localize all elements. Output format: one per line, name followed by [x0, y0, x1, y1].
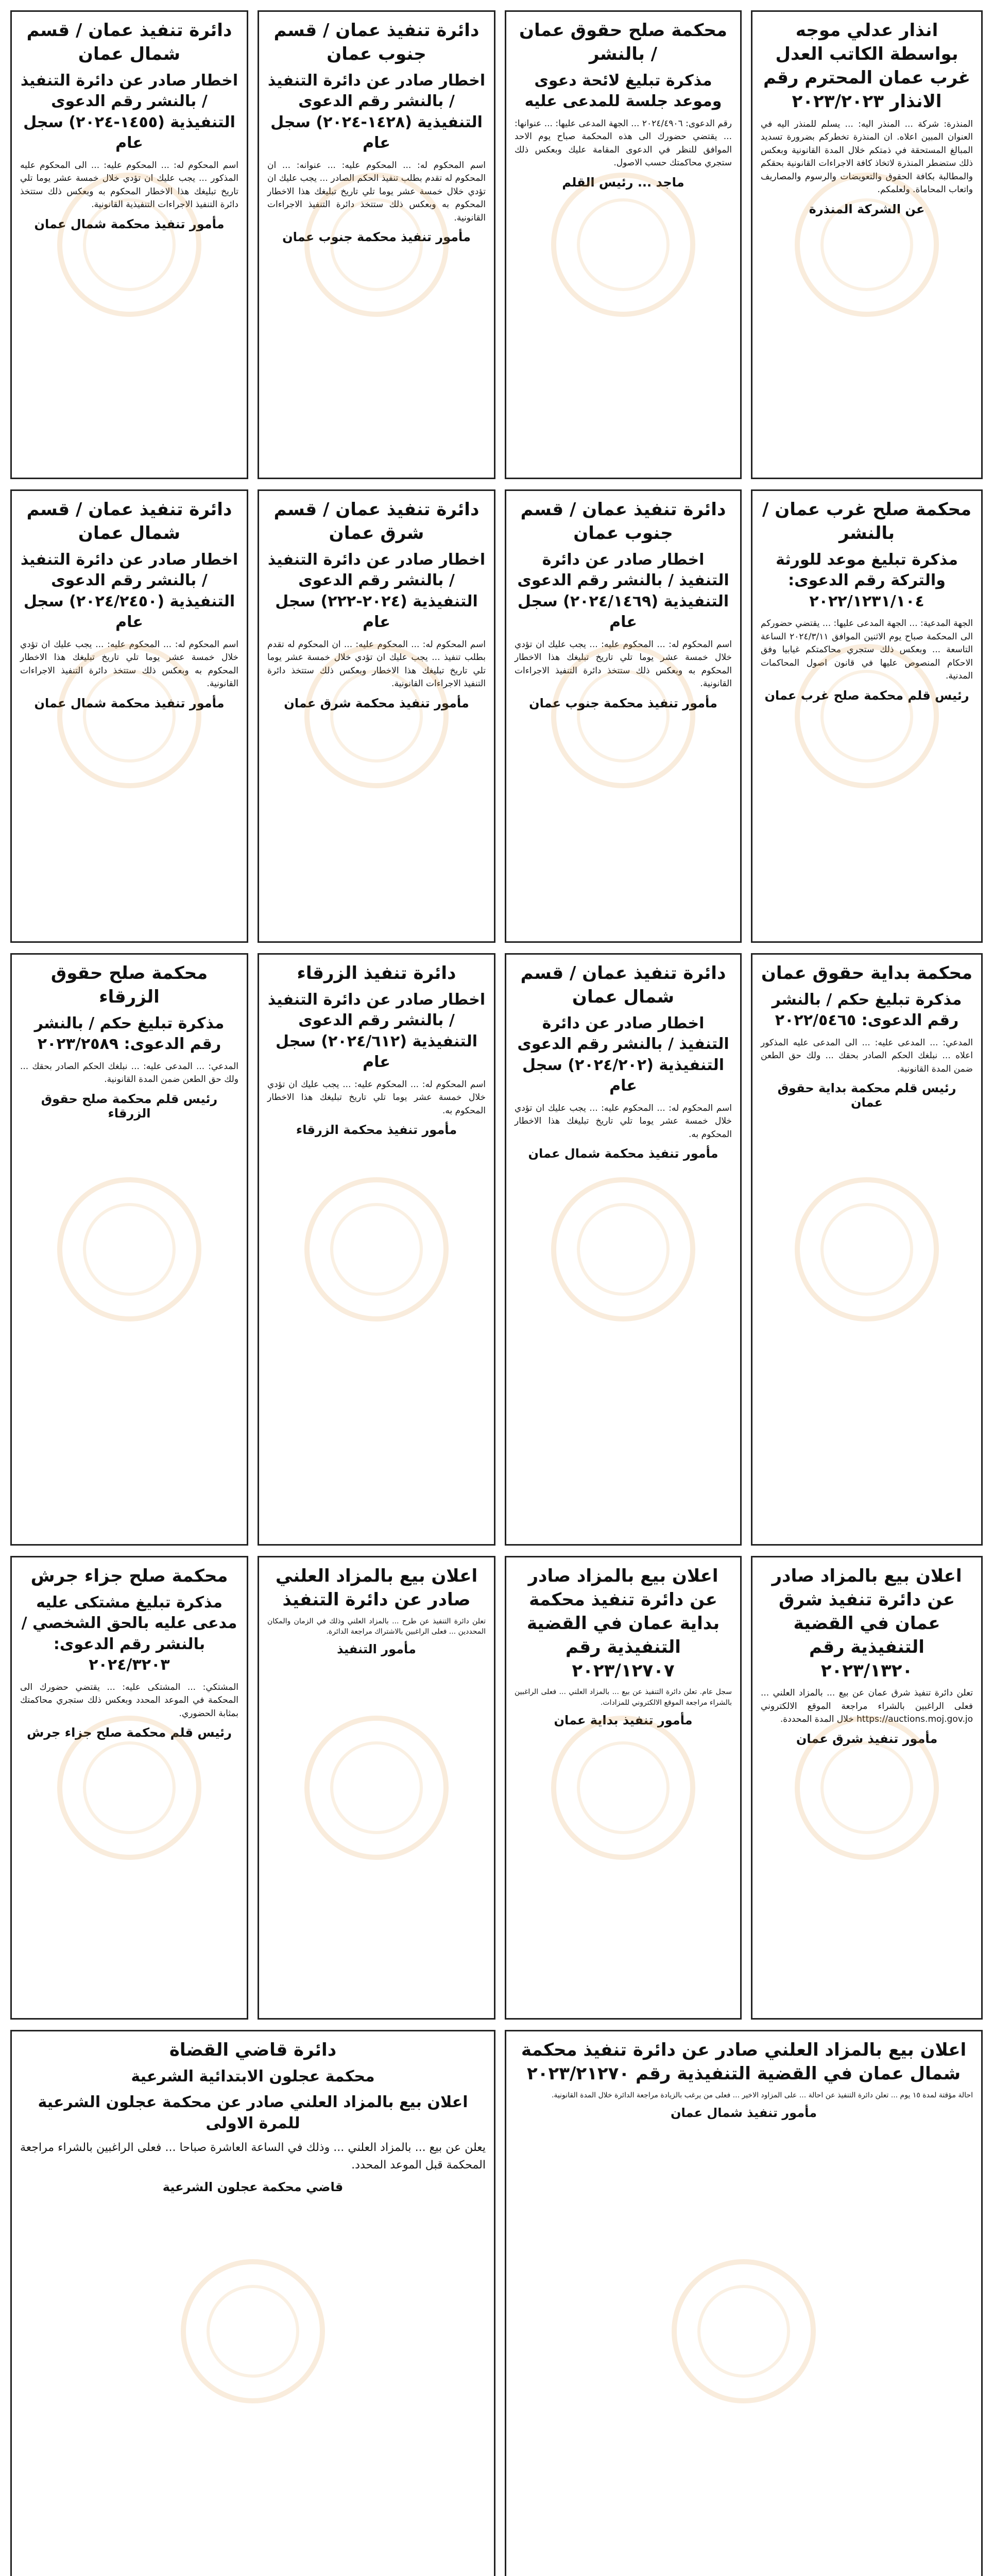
notice-title: دائرة تنفيذ عمان / قسم شرق عمان [273, 499, 480, 544]
notice-title: محكمة بداية حقوق عمان [761, 963, 973, 984]
notice-signature: مأمور تنفيذ محكمة شرق عمان [284, 696, 469, 710]
notice-subtitle: مذكرة تبليغ لائحة دعوى وموعد جلسة للمدعى عليه [524, 71, 722, 111]
notice-body: المدعي: ... المدعى عليه: ... نبلغك الحكم الصادر بحقك ... ولك حق الطعن ضمن المدة القانونية. [17, 1061, 238, 1085]
notice-18 [10, 2030, 495, 2576]
notice-15 [258, 1556, 495, 2020]
notice-signature: مأمور تنفيذ محكمة جنوب عمان [282, 230, 471, 245]
notice-title: دائرة تنفيذ عمان / قسم شمال عمان [26, 499, 232, 544]
notice-subtitle: اخطار صادر عن دائرة التنفيذ / بالنشر رقم الدعوى التنفيذية (٢٠٢٤/٦١٢) سجل عام [267, 990, 486, 1072]
notice-signature: مأمور تنفيذ محكمة جنوب عمان [529, 696, 717, 710]
notice-body: احالة مؤقتة لمدة ١٥ يوم ... تعلن دائرة التنفيذ عن احالة ... على المزاود الاخير ... فعلى من يرغب بالزيادة مراجعة الدائرة خلال المدة القانونية. [551, 2091, 973, 2099]
notice-body: اسم المحكوم له: ... المحكوم عليه: ... يجب عليك ان تؤدي خلال خمسة عشر يوما تلي تاريخ تبليغك هذا الاخطار المحكوم به. [511, 1103, 732, 1140]
notice-16 [10, 1556, 248, 2020]
notice-subtitle: اخطار صادر عن دائرة التنفيذ / بالنشر رقم الدعوى التنفيذية (٢٠٢٤/٢٠٢) سجل عام [517, 1014, 729, 1095]
notice-body: اسم المحكوم له: ... المحكوم عليه: ... يجب عليك ان تؤدي خلال خمسة عشر يوما تلي تاريخ تبليغك هذا الاخطار المحكوم به. [264, 1079, 486, 1116]
notice-signature: مأمور تنفيذ شرق عمان [796, 1731, 938, 1746]
notice-body: اسم المحكوم له: ... المحكوم عليه: ... يجب عليك ان تؤدي خلال خمسة عشر يوما تلي تاريخ تبليغك هذا الاخطار المحكوم به وبعكس ذلك ستتخذ دائرة التنفيذ الاجراءات القانونية. [511, 639, 732, 689]
notice-title: دائرة تنفيذ عمان / قسم جنوب عمان [520, 499, 726, 544]
notice-signature: رئيس قلم محكمة صلح غرب عمان [764, 688, 969, 703]
notice-8 [10, 489, 248, 943]
notice-17 [505, 2030, 983, 2576]
notice-6 [505, 489, 742, 943]
notice-subtitle: اخطار صادر عن دائرة التنفيذ / بالنشر رقم الدعوى التنفيذية (١٤٥٥-٢٠٢٤) سجل عام [20, 71, 238, 152]
notice-title: دائرة قاضي القضاة [169, 2040, 337, 2060]
notice-subtitle: اخطار صادر عن دائرة التنفيذ / بالنشر رقم الدعوى التنفيذية (٢٠٢٤-٢٢٢) سجل عام [267, 550, 486, 632]
notice-title: اعلان بيع بالمزاد صادر عن دائرة تنفيذ محكمة بداية عمان في القضية التنفيذية رقم ٢٠٢٣/١٢٧٠٧ [526, 1566, 720, 1681]
notice-body: المشتكي: ... المشتكى عليه: ... يقتضي حضورك الى المحكمة في الموعد المحدد وبعكس ذلك ستجري محاكمتك بمثابة الحضوري. [17, 1682, 238, 1719]
notice-signature: رئيس قلم محكمة صلح حقوق الزرقاء [41, 1091, 218, 1121]
watermark-seal [551, 1177, 695, 1321]
notice-13 [751, 1556, 983, 2020]
watermark-seal [304, 1716, 449, 1860]
notice-body: المدعي: ... المدعى عليه: ... الى المدعى عليه المذكور اعلاه ... نبلغك الحكم الصادر بحقك ... ولك حق الطعن ضمن المدة القانونية. [758, 1037, 973, 1074]
watermark-seal [181, 2259, 325, 2403]
notice-body: الجهة المدعية: ... الجهة المدعى عليها: ... يقتضي حضوركم الى المحكمة صباح يوم الاثنين الموافق ٢٠٢٤/٣/١١ الساعة التاسعة ... وبعكس ذلك ستجري محاكمتكم غيابيا وفق الاحكام المنصوص عليها في قانون اصول المحاكمات المدنية. [758, 618, 973, 682]
notice-body: رقم الدعوى: ٢٠٢٤/٤٩٠٦ ... الجهة المدعى عليها: ... عنوانها: ... يقتضي حضورك الى هذه المحكمة صباح يوم الاحد الموافق للنظر في الدعوى المقامة عليك وبعكس ذلك ستجري محاكمتك حسب الاصول. [511, 118, 732, 168]
notice-body: اسم المحكوم له: ... المحكوم عليه: ... يجب عليك ان تؤدي خلال خمسة عشر يوما تلي تاريخ تبليغك هذا الاخطار المحكوم به وبعكس ذلك ستتخذ دائرة التنفيذ الاجراءات القانونية. [17, 639, 238, 689]
notice-title: دائرة تنفيذ عمان / قسم جنوب عمان [273, 20, 480, 64]
notice-body: المنذرة: شركة ... المنذر اليه: ... يسلم للمنذر اليه في العنوان المبين اعلاه. ان المنذرة تخطركم بضرورة تسديد المبالغ المستحقة في ذمتكم خلال المدة القانونية وبعكس ذلك ستضطر المنذرة لاتخاذ كافة الاجراءات القانونية بحقكم والمطالبة بكافة الحقوق والتعويضات والرسوم والمصاريف واتعاب المحاماة. ولعلمكم. [758, 118, 973, 195]
notice-subtitle: محكمة عجلون الابتدائية الشرعية [131, 2067, 375, 2086]
notice-signature: مأمور تنفيذ محكمة شمال عمان [34, 696, 225, 710]
notice-title: محكمة صلح حقوق عمان / بالنشر [519, 20, 727, 64]
notice-subtitle: اخطار صادر عن دائرة التنفيذ / بالنشر رقم الدعوى التنفيذية (٢٠٢٤/١٤٦٩) سجل عام [517, 550, 729, 632]
watermark-seal [304, 1177, 449, 1321]
notice-signature: مأمور تنفيذ محكمة شمال عمان [34, 216, 225, 231]
notice-9 [751, 953, 983, 1546]
notice-body: اسم المحكوم له: ... المحكوم عليه: ... ان المحكوم له تقدم بطلب تنفيذ ... يجب عليك ان تؤدي خلال خمسة عشر يوما تلي تاريخ تبليغك هذا الاخطار وبعكس ذلك ستتخذ دائرة التنفيذ الاجراءات القانونية. [264, 639, 486, 689]
watermark-seal [551, 173, 695, 317]
notice-title: محكمة صلح حقوق الزرقاء [50, 963, 208, 1007]
notice-title: دائرة تنفيذ عمان / قسم شمال عمان [26, 20, 232, 64]
watermark-seal [795, 1177, 939, 1321]
notice-subtitle: اخطار صادر عن دائرة التنفيذ / بالنشر رقم الدعوى التنفيذية (٢٠٢٤/٢٤٥٠) سجل عام [20, 550, 238, 632]
notice-12 [10, 953, 248, 1546]
notice-body: تعلن دائرة التنفيذ عن طرح ... بالمزاد العلني وذلك في الزمان والمكان المحددين ... فعلى الراغبين بالاشتراك مراجعة الدائرة. [265, 1617, 486, 1636]
notice-title: انذار عدلي موجه بواسطة الكاتب العدل غرب عمان المحترم رقم الانذار ٢٠٢٣/٢٠٢٣ [763, 20, 971, 112]
notice-signature: مأمور تنفيذ محكمة شمال عمان [528, 1146, 718, 1161]
notice-title: اعلان بيع بالمزاد العلني صادر عن دائرة تنفيذ محكمة شمال عمان في القضية التنفيذية رقم ٢٠٢٣/٢١٢٧٠ [521, 2040, 967, 2084]
notice-signature: ماجد ... رئيس القلم [562, 175, 684, 190]
notice-subtitle: مذكرة تبليغ حكم / بالنشر رقم الدعوى: ٢٠٢٣/٢٥٨٩ [34, 1014, 225, 1054]
notice-body: يعلن عن بيع ... بالمزاد العلني ... وذلك في الساعة العاشرة صباحا ... فعلى الراغبين بالشراء مراجعة المحكمة قبل الموعد المحدد. [16, 2141, 486, 2172]
notice-body: اسم المحكوم له: ... المحكوم عليه: ... الى المحكوم عليه المذكور ... يجب عليك ان تؤدي خلال خمسة عشر يوما تلي تاريخ تبليغك هذا الاخطار المحكوم به وبعكس ذلك ستتخذ دائرة التنفيذ الاجراءات التنفيذية القانونية. [17, 160, 238, 210]
notice-subtitle: مذكرة تبليغ موعد للورثة والتركة رقم الدعوى: ٢٠٢٢/١٢٣١/١٠٤ [776, 550, 958, 611]
notice-10 [505, 953, 742, 1546]
notice-subtitle: مذكرة تبليغ حكم / بالنشر رقم الدعوى: ٢٠٢٢/٥٤٦٥ [772, 990, 962, 1030]
notice-7 [258, 489, 495, 943]
notice-5 [751, 489, 983, 943]
notice-signature: رئيس قلم محكمة بداية حقوق عمان [777, 1081, 956, 1110]
notice-subtitle: اخطار صادر عن دائرة التنفيذ / بالنشر رقم الدعوى التنفيذية (١٤٢٨-٢٠٢٤) سجل عام [267, 71, 486, 152]
notice-body: اسم المحكوم له: ... المحكوم عليه: ... عنوانه: ... ان المحكوم له تقدم بطلب تنفيذ الحكم الصادر ... يجب عليك ان تؤدي خلال خمسة عشر يوما تلي تاريخ تبليغك هذا الاخطار المحكوم به وبعكس ذلك ستتخذ دائرة التنفيذ الاجراءات القانونية. [264, 160, 486, 223]
notice-title: دائرة تنفيذ عمان / قسم شمال عمان [520, 963, 726, 1007]
notice-signature: مأمور تنفيذ محكمة الزرقاء [296, 1123, 457, 1138]
notice-signature: رئيس قلم محكمة صلح جزاء جرش [27, 1725, 232, 1740]
watermark-seal [551, 1716, 695, 1860]
notice-signature: عن الشركة المنذرة [809, 201, 925, 216]
watermark-seal [672, 2259, 816, 2403]
notice-11 [258, 953, 495, 1546]
notice-3 [258, 10, 495, 479]
notice-subtitle: مذكرة تبليغ مشتكى عليه مدعى عليه بالحق الشخصي / بالنشر رقم الدعوى: ٢٠٢٤/٣٢٠٣ [21, 1593, 237, 1674]
notice-title: اعلان بيع بالمزاد صادر عن دائرة تنفيذ شرق عمان في القضية التنفيذية رقم ٢٠٢٣/١٣٢٠ [772, 1566, 962, 1681]
notice-14 [505, 1556, 742, 2020]
notice-body: سجل عام. تعلن دائرة التنفيذ عن بيع ... بالمزاد العلني ... فعلى الراغبين بالشراء مراجعة الموقع الالكتروني للمزادات. [512, 1688, 732, 1707]
notice-heading: اعلان بيع بالمزاد العلني صادر عن محكمة عجلون الشرعية للمرة الاولى [38, 2093, 468, 2132]
notice-signature: مأمور التنفيذ [337, 1642, 416, 1657]
watermark-seal [57, 1177, 201, 1321]
notice-body: تعلن دائرة تنفيذ شرق عمان عن بيع ... بالمزاد العلني ... فعلى الراغبين بالشراء مراجعة الموقع الالكتروني https://auctions.moj.gov.jo خلال المدة المحددة. [758, 1688, 973, 1725]
notice-signature: قاضي محكمة عجلون الشرعية [162, 2179, 344, 2194]
notice-signature: مأمور تنفيذ شمال عمان [671, 2106, 817, 2121]
notice-signature: مأمور تنفيذ بداية عمان [554, 1713, 693, 1728]
notice-title: دائرة تنفيذ الزرقاء [297, 963, 456, 984]
notice-title: محكمة صلح جزاء جرش [30, 1566, 228, 1586]
notice-title: اعلان بيع بالمزاد العلني صادر عن دائرة التنفيذ [275, 1566, 478, 1610]
notice-1 [751, 10, 983, 479]
notice-2 [505, 10, 742, 479]
notice-4 [10, 10, 248, 479]
notice-title: محكمة صلح غرب عمان / بالنشر [762, 499, 972, 544]
